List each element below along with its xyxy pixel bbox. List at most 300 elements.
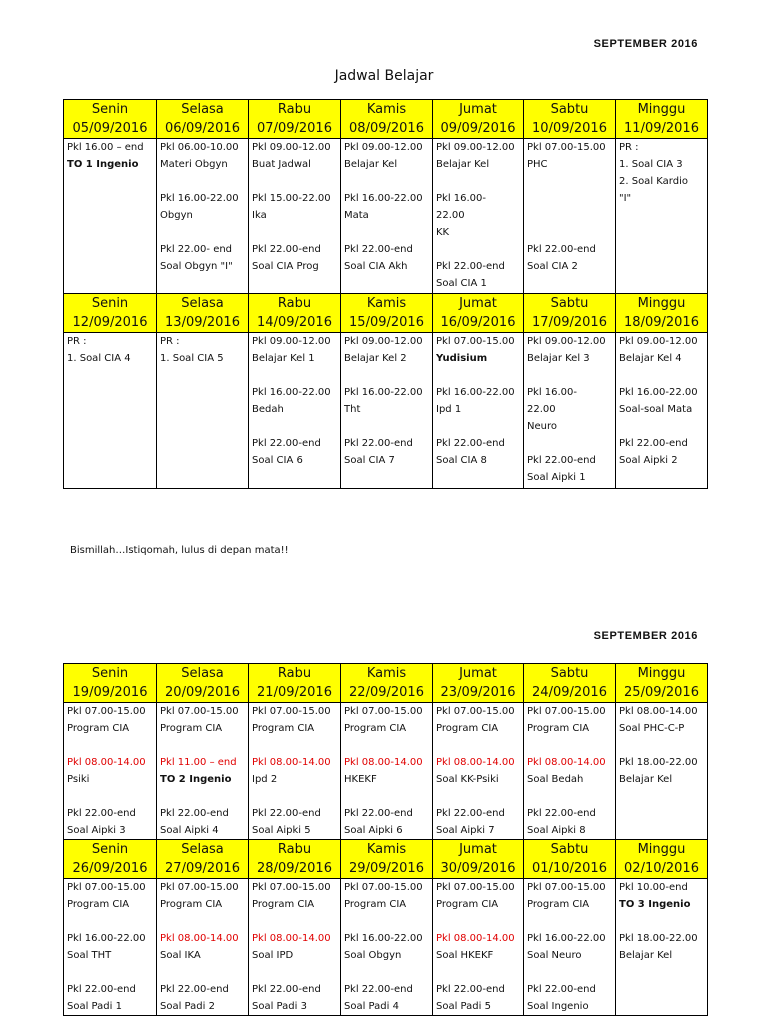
- schedule-line: Pkl 07.00-15.00: [527, 142, 606, 153]
- schedule-line: Pkl 16.00-22.00: [527, 933, 606, 944]
- day-name: Jumat: [459, 666, 497, 681]
- schedule-line: Ipd 2: [252, 774, 278, 785]
- schedule-line: Soal Bedah: [527, 774, 584, 785]
- schedule-line: [527, 964, 612, 981]
- day-date: 23/09/2016: [440, 685, 516, 700]
- schedule-line: [527, 207, 612, 224]
- schedule-line: Bedah: [252, 404, 284, 415]
- day-date: 07/09/2016: [257, 121, 332, 136]
- day-date: 12/09/2016: [72, 315, 148, 330]
- schedule-line: Pkl 16.00-22.00: [344, 387, 423, 398]
- schedule-line: Program CIA: [252, 899, 315, 910]
- schedule-line: Pkl 16.00-22.00: [160, 193, 239, 204]
- day-name: Jumat: [459, 842, 497, 857]
- day-header: [157, 840, 249, 879]
- schedule-line: [344, 737, 429, 754]
- schedule-line: [527, 190, 612, 207]
- day-header: [341, 664, 433, 703]
- schedule-line: [527, 173, 612, 190]
- schedule-line: Pkl 09.00-12.00: [436, 142, 515, 153]
- month-label: SEPTEMBER 2016: [593, 38, 698, 50]
- schedule-line: Pkl 22.00-end: [252, 244, 321, 255]
- schedule-line: Soal CIA 7: [344, 455, 395, 466]
- motivation-note: Bismillah…Istiqomah, lulus di depan mata!!: [70, 545, 289, 556]
- schedule-line: Pkl 08.00-14.00: [252, 757, 331, 768]
- schedule-line: "I": [619, 193, 632, 204]
- schedule-line: Pkl 22.00-end: [252, 808, 321, 819]
- schedule-row: [64, 879, 708, 1016]
- schedule-line: [527, 788, 612, 805]
- schedule-line: Pkl 09.00-12.00: [619, 336, 698, 347]
- schedule-line: Soal Aipki 6: [344, 825, 403, 836]
- schedule-line: Ika: [252, 210, 267, 221]
- day-date: 06/09/2016: [165, 121, 240, 136]
- schedule-line: Psiki: [67, 774, 90, 785]
- schedule-line: Program CIA: [160, 899, 223, 910]
- day-name: Sabtu: [550, 102, 589, 117]
- schedule-line: Pkl 07.00-15.00: [67, 706, 146, 717]
- schedule-line: Pkl 08.00-14.00: [527, 757, 606, 768]
- day-name: Senin: [91, 296, 129, 311]
- schedule-line: Pkl 22.00-end: [67, 808, 136, 819]
- schedule-cell: [524, 139, 616, 294]
- schedule-line: Pkl 16.00-22.00: [344, 933, 423, 944]
- schedule-line: Pkl 07.00-15.00: [436, 882, 515, 893]
- schedule-line: Tht: [344, 404, 361, 415]
- schedule-cell: [341, 139, 433, 294]
- schedule-line: [436, 913, 520, 930]
- schedule-cell: [157, 139, 249, 294]
- schedule-line: 1. Soal CIA 4: [67, 353, 131, 364]
- schedule-line: Soal PHC-C-P: [619, 723, 685, 734]
- schedule-line: TO 2 Ingenio: [160, 774, 232, 785]
- day-header: [524, 664, 616, 703]
- schedule-line: Pkl 22.00-end: [619, 438, 688, 449]
- schedule-cell: [157, 333, 249, 489]
- schedule-line: Soal Aipki 1: [527, 472, 586, 483]
- schedule-line: Pkl 22.00-end: [344, 984, 413, 995]
- schedule-line: Program CIA: [67, 899, 130, 910]
- schedule-line: Soal KK-Psiki: [436, 774, 499, 785]
- schedule-cell: [341, 703, 433, 840]
- schedule-cell: [341, 879, 433, 1016]
- schedule-table: [63, 663, 708, 1016]
- day-date: 01/10/2016: [532, 861, 607, 876]
- day-name: Sabtu: [550, 296, 589, 311]
- schedule-cell: [524, 879, 616, 1016]
- schedule-line: Pkl 08.00-14.00: [67, 757, 146, 768]
- schedule-line: Materi Obgyn: [160, 159, 228, 170]
- day-name: Kamis: [366, 666, 407, 681]
- schedule-line: Pkl 09.00-12.00: [252, 142, 331, 153]
- schedule-line: Pkl 08.00-14.00: [252, 933, 331, 944]
- schedule-row: [64, 703, 708, 840]
- schedule-cell: [249, 703, 341, 840]
- day-header: [341, 294, 433, 333]
- schedule-line: Soal Aipki 3: [67, 825, 126, 836]
- schedule-line: Belajar Kel: [436, 159, 490, 170]
- day-header: [616, 100, 708, 139]
- schedule-line: Pkl 16.00-22.00: [436, 387, 515, 398]
- day-header: [433, 100, 524, 139]
- schedule-line: [252, 964, 337, 981]
- schedule-line: [344, 964, 429, 981]
- header-row: [64, 840, 708, 879]
- schedule-line: [344, 418, 429, 435]
- schedule-line: [436, 367, 520, 384]
- schedule-line: Soal CIA 6: [252, 455, 303, 466]
- day-name: Rabu: [277, 842, 312, 857]
- day-date: 20/09/2016: [165, 685, 240, 700]
- day-header: [433, 294, 524, 333]
- schedule-line: [160, 913, 245, 930]
- day-name: Senin: [91, 842, 129, 857]
- day-header: [249, 100, 341, 139]
- schedule-line: Pkl 07.00-15.00: [527, 882, 606, 893]
- schedule-line: 22.00: [436, 210, 465, 221]
- schedule-cell: [341, 333, 433, 489]
- schedule-cell: [433, 703, 524, 840]
- schedule-cell: [433, 879, 524, 1016]
- schedule-line: HKEKF: [344, 774, 377, 785]
- day-name: Sabtu: [550, 842, 589, 857]
- schedule-line: Pkl 22.00-end: [344, 808, 413, 819]
- schedule-line: Soal CIA 8: [436, 455, 487, 466]
- schedule-line: Soal Padi 2: [160, 1001, 215, 1012]
- day-header: [524, 294, 616, 333]
- schedule-cell: [433, 333, 524, 489]
- day-header: [524, 840, 616, 879]
- day-header: [64, 664, 157, 703]
- schedule-line: Pkl 22.00-end: [344, 244, 413, 255]
- day-date: 29/09/2016: [349, 861, 424, 876]
- schedule-line: Pkl 09.00-12.00: [252, 336, 331, 347]
- schedule-line: Soal Aipki 5: [252, 825, 311, 836]
- schedule-line: Pkl 16.00-22.00: [67, 933, 146, 944]
- schedule-line: [527, 435, 612, 452]
- schedule-line: Mata: [344, 210, 369, 221]
- schedule-cell: [157, 703, 249, 840]
- schedule-line: Pkl 22.00-end: [252, 438, 321, 449]
- schedule-line: [160, 964, 245, 981]
- day-date: 16/09/2016: [440, 315, 516, 330]
- schedule-line: Pkl 16.00-22.00: [619, 387, 698, 398]
- day-name: Minggu: [637, 296, 686, 311]
- day-date: 18/09/2016: [624, 315, 699, 330]
- day-header: [249, 664, 341, 703]
- schedule-line: Pkl 08.00-14.00: [436, 933, 515, 944]
- schedule-line: Pkl 09.00-12.00: [527, 336, 606, 347]
- schedule-line: Program CIA: [527, 899, 590, 910]
- day-header: [157, 664, 249, 703]
- schedule-line: Pkl 06.00-10.00: [160, 142, 239, 153]
- schedule-cell: [249, 139, 341, 294]
- day-name: Jumat: [459, 102, 497, 117]
- schedule-line: Belajar Kel: [344, 159, 398, 170]
- schedule-line: Pkl 16.00-: [436, 193, 487, 204]
- schedule-line: Pkl 22.00-end: [344, 438, 413, 449]
- schedule-line: Pkl 22.00-end: [527, 984, 596, 995]
- day-date: 10/09/2016: [532, 121, 607, 136]
- schedule-line: [619, 737, 704, 754]
- schedule-line: Soal CIA Akh: [344, 261, 408, 272]
- schedule-line: [436, 964, 520, 981]
- day-header: [249, 840, 341, 879]
- schedule-cell: [616, 703, 708, 840]
- schedule-line: Pkl 16.00-: [527, 387, 578, 398]
- schedule-line: 1. Soal CIA 5: [160, 353, 224, 364]
- day-name: Selasa: [181, 102, 224, 117]
- day-name: Minggu: [637, 666, 686, 681]
- schedule-line: Belajar Kel: [619, 774, 673, 785]
- day-name: Senin: [91, 666, 129, 681]
- schedule-line: Yudisium: [436, 353, 488, 364]
- schedule-line: 2. Soal Kardio: [619, 176, 688, 187]
- day-name: Kamis: [366, 102, 407, 117]
- day-header: [341, 840, 433, 879]
- day-name: Rabu: [277, 666, 312, 681]
- schedule-line: [252, 737, 337, 754]
- schedule-line: Soal CIA Prog: [252, 261, 319, 272]
- schedule-line: [252, 173, 337, 190]
- day-name: Rabu: [277, 102, 312, 117]
- day-date: 05/09/2016: [72, 121, 148, 136]
- schedule-line: Program CIA: [344, 899, 407, 910]
- schedule-line: Soal Padi 3: [252, 1001, 307, 1012]
- schedule-line: Pkl 08.00-14.00: [436, 757, 515, 768]
- schedule-line: Pkl 15.00-22.00: [252, 193, 331, 204]
- schedule-line: Pkl 16.00 – end: [67, 142, 144, 153]
- schedule-cell: [616, 139, 708, 294]
- day-name: Kamis: [366, 296, 407, 311]
- schedule-line: [619, 913, 704, 930]
- schedule-row: [64, 333, 708, 489]
- schedule-line: 22.00: [527, 404, 556, 415]
- schedule-line: Soal Obgyn "I": [160, 261, 233, 272]
- schedule-line: Belajar Kel 1: [252, 353, 315, 364]
- schedule-line: PHC: [527, 159, 548, 170]
- schedule-line: Neuro: [527, 421, 557, 432]
- schedule-line: Soal-soal Mata: [619, 404, 693, 415]
- schedule-cell: [249, 333, 341, 489]
- schedule-line: Soal IKA: [160, 950, 201, 961]
- day-date: 28/09/2016: [257, 861, 332, 876]
- schedule-line: [67, 964, 153, 981]
- schedule-line: Pkl 22.00- end: [160, 244, 233, 255]
- schedule-line: [160, 173, 245, 190]
- schedule-line: Soal Neuro: [527, 950, 582, 961]
- schedule-line: [436, 241, 520, 258]
- header-row: [64, 100, 708, 139]
- schedule-line: [527, 367, 612, 384]
- day-name: Minggu: [637, 842, 686, 857]
- day-name: Senin: [91, 102, 129, 117]
- schedule-line: TO 3 Ingenio: [619, 899, 691, 910]
- schedule-line: Pkl 07.00-15.00: [344, 706, 423, 717]
- schedule-line: Soal CIA 1: [436, 278, 487, 289]
- day-name: Rabu: [277, 296, 312, 311]
- schedule-line: Program CIA: [527, 723, 590, 734]
- schedule-line: Program CIA: [67, 723, 130, 734]
- schedule-line: Pkl 22.00-end: [252, 984, 321, 995]
- day-date: 08/09/2016: [349, 121, 424, 136]
- day-name: Sabtu: [550, 666, 589, 681]
- schedule-cell: [433, 139, 524, 294]
- schedule-line: [344, 224, 429, 241]
- day-date: 15/09/2016: [349, 315, 424, 330]
- schedule-line: [527, 737, 612, 754]
- schedule-cell: [64, 139, 157, 294]
- schedule-line: Soal HKEKF: [436, 950, 494, 961]
- schedule-line: Ipd 1: [436, 404, 462, 415]
- schedule-line: [436, 737, 520, 754]
- schedule-line: Soal CIA 2: [527, 261, 578, 272]
- schedule-cell: [64, 703, 157, 840]
- schedule-line: Pkl 22.00-end: [436, 261, 505, 272]
- schedule-line: Pkl 07.00-15.00: [252, 706, 331, 717]
- day-header: [433, 840, 524, 879]
- schedule-line: Pkl 08.00-14.00: [344, 757, 423, 768]
- schedule-line: TO 1 Ingenio: [67, 159, 139, 170]
- day-header: [64, 294, 157, 333]
- day-date: 27/09/2016: [165, 861, 240, 876]
- schedule-line: Belajar Kel 4: [619, 353, 682, 364]
- day-name: Minggu: [637, 102, 686, 117]
- schedule-row: [64, 139, 708, 294]
- schedule-line: Program CIA: [344, 723, 407, 734]
- schedule-line: Pkl 10.00-end: [619, 882, 688, 893]
- day-date: 17/09/2016: [532, 315, 607, 330]
- schedule-line: Soal Padi 4: [344, 1001, 399, 1012]
- schedule-line: Soal Aipki 7: [436, 825, 495, 836]
- schedule-line: Pkl 22.00-end: [160, 808, 229, 819]
- day-name: Jumat: [459, 296, 497, 311]
- schedule-line: [527, 913, 612, 930]
- schedule-line: [67, 913, 153, 930]
- schedule-line: Pkl 16.00-22.00: [344, 193, 423, 204]
- day-header: [616, 294, 708, 333]
- day-header: [64, 840, 157, 879]
- day-date: 24/09/2016: [532, 685, 607, 700]
- schedule-line: Program CIA: [160, 723, 223, 734]
- schedule-line: Pkl 07.00-15.00: [67, 882, 146, 893]
- day-date: 26/09/2016: [72, 861, 148, 876]
- schedule-line: Soal Aipki 8: [527, 825, 586, 836]
- schedule-line: [252, 418, 337, 435]
- day-date: 13/09/2016: [165, 315, 240, 330]
- day-date: 30/09/2016: [440, 861, 516, 876]
- schedule-line: Pkl 22.00-end: [67, 984, 136, 995]
- schedule-line: 1. Soal CIA 3: [619, 159, 683, 170]
- schedule-line: [67, 788, 153, 805]
- month-label: SEPTEMBER 2016: [593, 630, 698, 642]
- schedule-cell: [524, 703, 616, 840]
- day-date: 21/09/2016: [257, 685, 332, 700]
- day-header: [433, 664, 524, 703]
- schedule-line: [67, 737, 153, 754]
- schedule-line: Soal Aipki 2: [619, 455, 678, 466]
- schedule-line: Pkl 16.00-22.00: [252, 387, 331, 398]
- schedule-line: Pkl 18.00-22.00: [619, 933, 698, 944]
- schedule-line: Pkl 22.00-end: [160, 984, 229, 995]
- schedule-line: [252, 913, 337, 930]
- schedule-line: [344, 367, 429, 384]
- header-row: [64, 664, 708, 703]
- schedule-line: [160, 737, 245, 754]
- schedule-line: Program CIA: [436, 723, 499, 734]
- schedule-cell: [64, 879, 157, 1016]
- schedule-cell: [249, 879, 341, 1016]
- schedule-line: Buat Jadwal: [252, 159, 311, 170]
- schedule-line: Pkl 07.00-15.00: [252, 882, 331, 893]
- schedule-line: [527, 224, 612, 241]
- schedule-line: Pkl 11.00 – end: [160, 757, 237, 768]
- day-name: Kamis: [366, 842, 407, 857]
- schedule-line: [160, 224, 245, 241]
- schedule-line: [252, 788, 337, 805]
- schedule-line: Program CIA: [252, 723, 315, 734]
- schedule-line: PR :: [160, 336, 180, 347]
- schedule-table: [63, 99, 708, 489]
- schedule-line: Pkl 09.00-12.00: [344, 336, 423, 347]
- day-name: Selasa: [181, 842, 224, 857]
- schedule-line: PR :: [619, 142, 639, 153]
- schedule-line: Pkl 08.00-14.00: [160, 933, 239, 944]
- schedule-line: KK: [436, 227, 450, 238]
- schedule-line: Soal Padi 1: [67, 1001, 122, 1012]
- schedule-line: Pkl 22.00-end: [436, 984, 505, 995]
- schedule-line: Belajar Kel 3: [527, 353, 590, 364]
- schedule-cell: [157, 879, 249, 1016]
- day-header: [341, 100, 433, 139]
- schedule-line: Pkl 22.00-end: [527, 244, 596, 255]
- schedule-line: [252, 367, 337, 384]
- schedule-line: [344, 173, 429, 190]
- schedule-line: Pkl 22.00-end: [527, 455, 596, 466]
- schedule-line: Soal IPD: [252, 950, 294, 961]
- day-date: 22/09/2016: [349, 685, 424, 700]
- day-header: [616, 664, 708, 703]
- day-date: 11/09/2016: [624, 121, 699, 136]
- schedule-line: Soal Aipki 4: [160, 825, 219, 836]
- schedule-line: Pkl 07.00-15.00: [344, 882, 423, 893]
- schedule-line: [160, 788, 245, 805]
- schedule-line: [344, 788, 429, 805]
- day-date: 19/09/2016: [72, 685, 148, 700]
- schedule-line: Pkl 07.00-15.00: [436, 706, 515, 717]
- schedule-line: Belajar Kel: [619, 950, 673, 961]
- schedule-line: Pkl 18.00-22.00: [619, 757, 698, 768]
- schedule-line: [252, 224, 337, 241]
- schedule-line: [436, 173, 520, 190]
- schedule-line: Pkl 08.00-14.00: [619, 706, 698, 717]
- schedule-line: Program CIA: [436, 899, 499, 910]
- schedule-line: Soal Padi 5: [436, 1001, 491, 1012]
- day-header: [64, 100, 157, 139]
- day-date: 14/09/2016: [257, 315, 332, 330]
- schedule-line: Pkl 09.00-12.00: [344, 142, 423, 153]
- schedule-line: [436, 418, 520, 435]
- day-header: [157, 100, 249, 139]
- header-row: [64, 294, 708, 333]
- schedule-line: Soal THT: [67, 950, 112, 961]
- schedule-cell: [524, 333, 616, 489]
- schedule-line: Pkl 22.00-end: [436, 808, 505, 819]
- schedule-line: Pkl 22.00-end: [436, 438, 505, 449]
- day-name: Selasa: [181, 296, 224, 311]
- schedule-line: Pkl 07.00-15.00: [527, 706, 606, 717]
- schedule-line: [436, 788, 520, 805]
